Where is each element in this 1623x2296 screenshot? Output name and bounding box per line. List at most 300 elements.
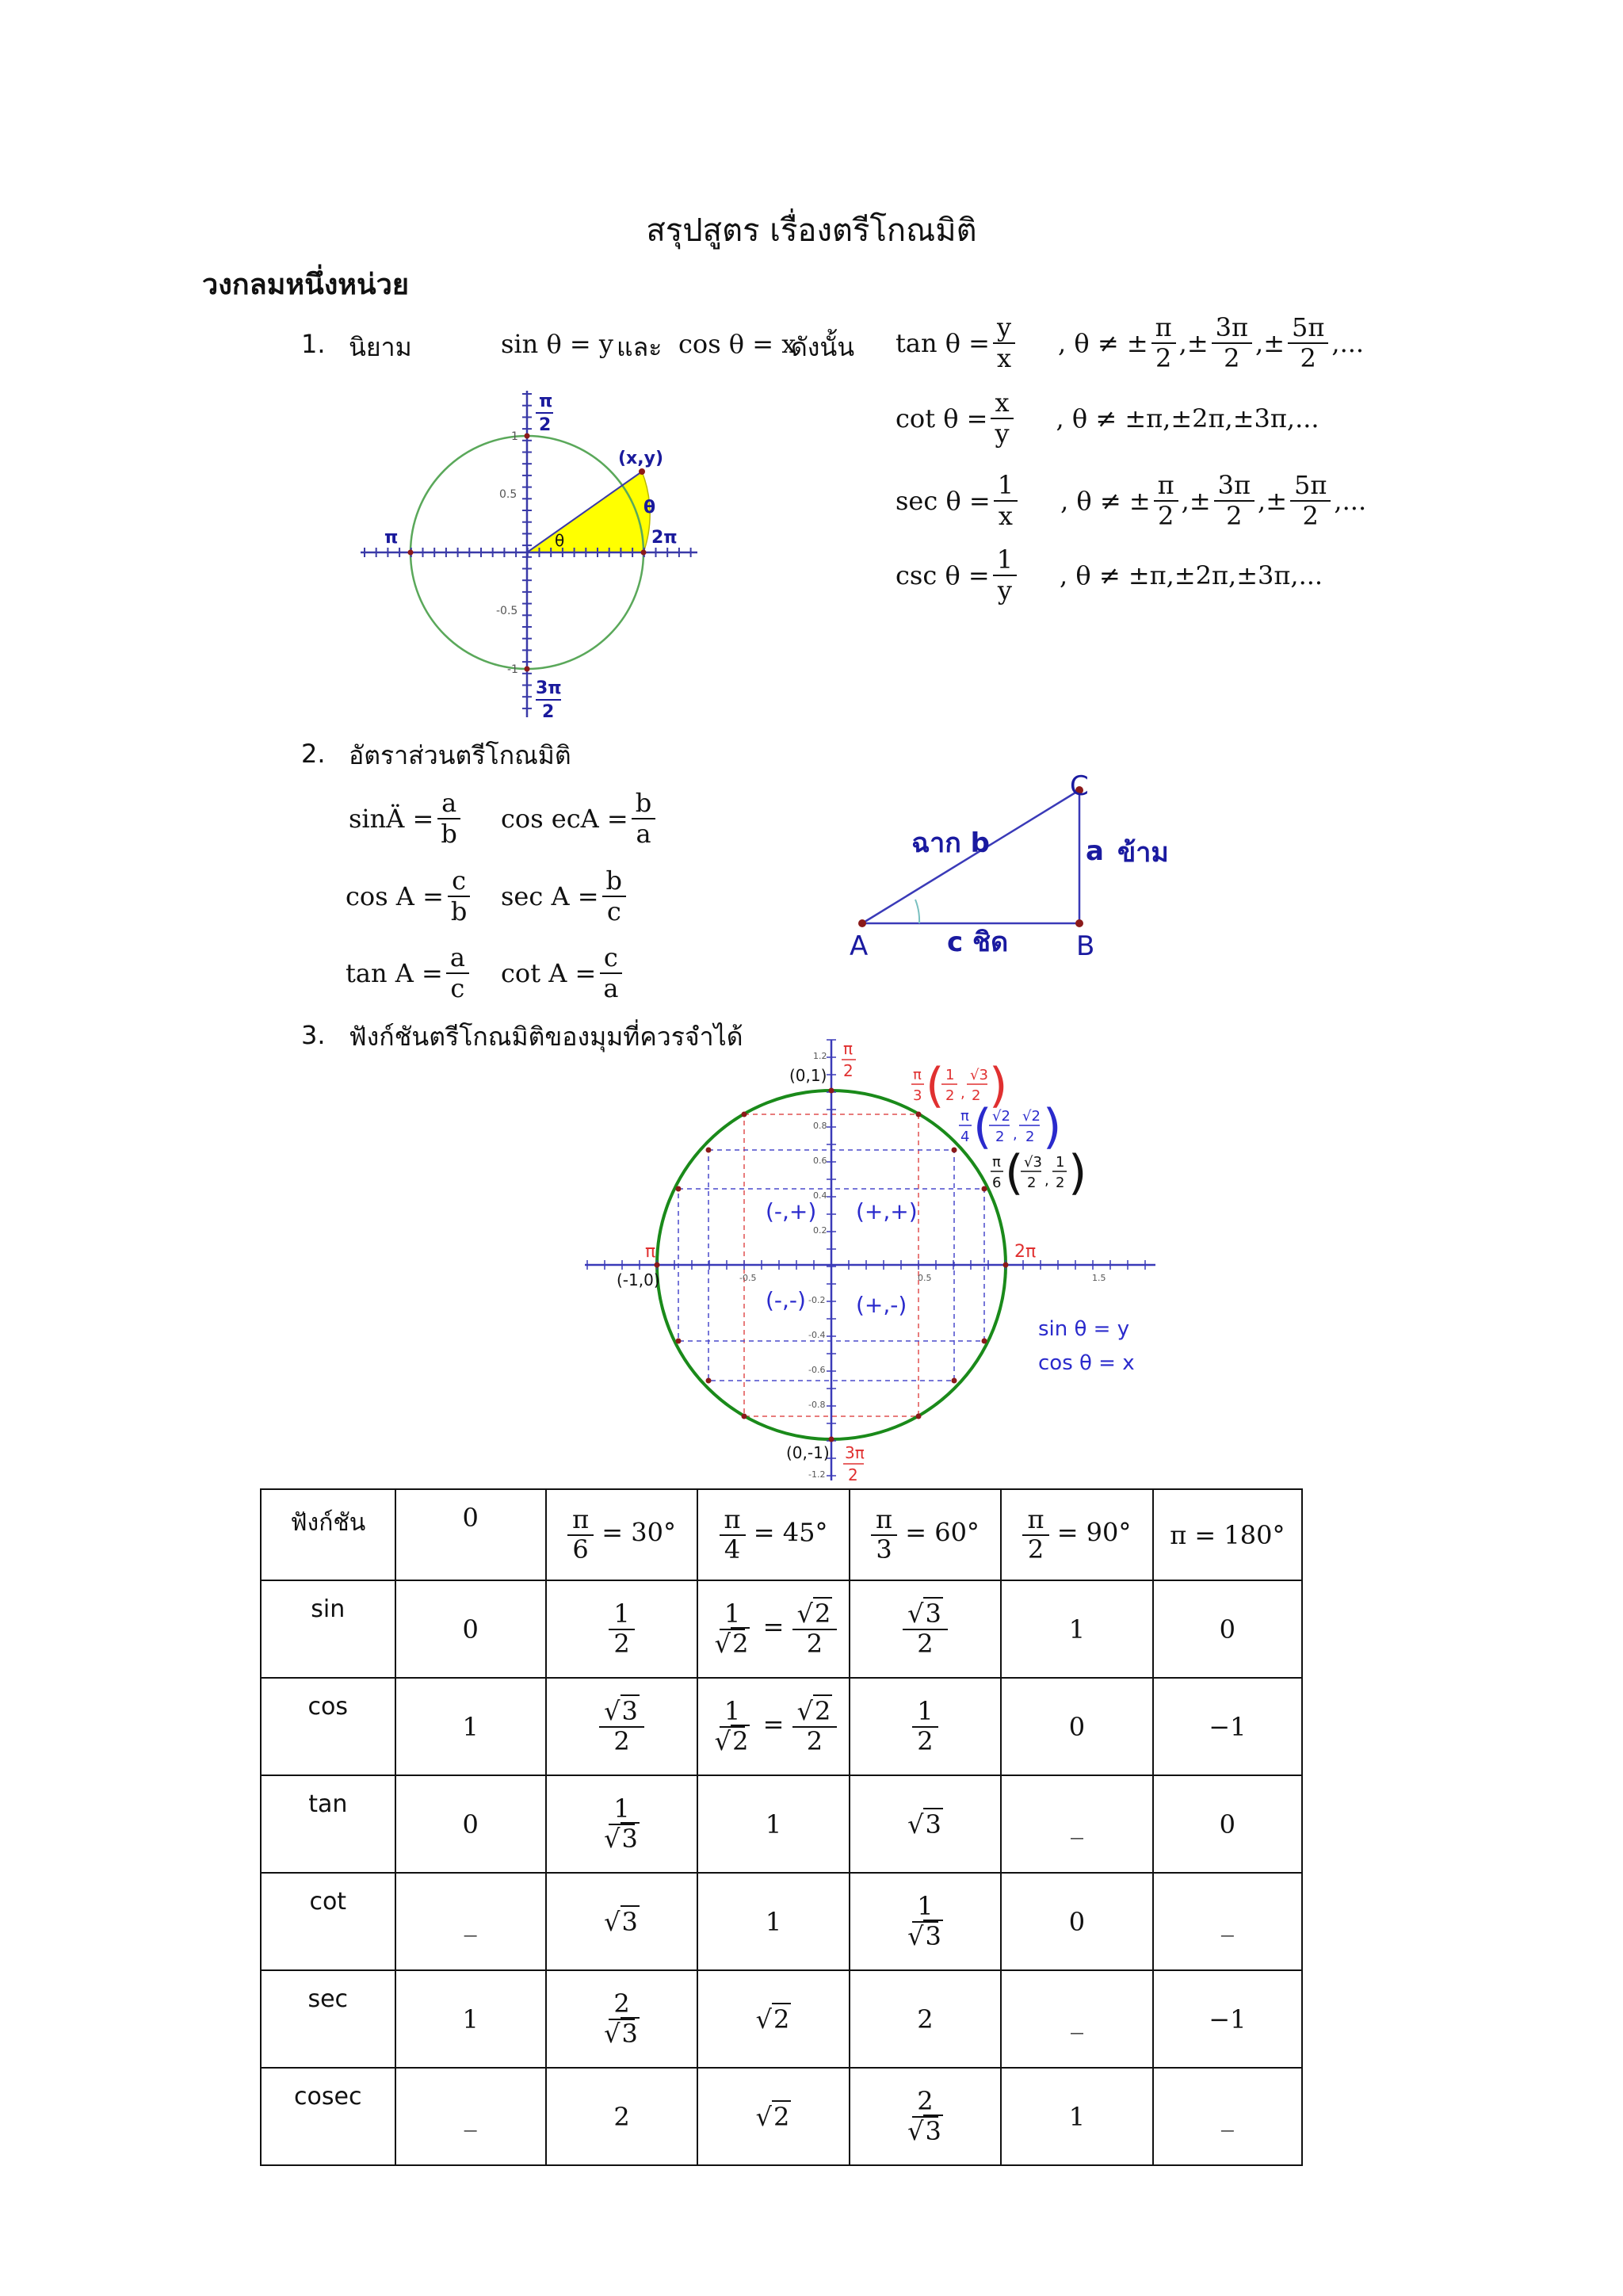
svg-text:(: (	[926, 1058, 945, 1114]
identity-condition	[1060, 560, 1323, 590]
fraction	[446, 943, 469, 1003]
value-text: 1	[765, 1809, 782, 1839]
cell-value	[462, 1712, 478, 1742]
quadrant-4: (+,-)	[856, 1292, 907, 1318]
numerator: c	[448, 866, 470, 897]
equals: =	[754, 1710, 792, 1740]
sqrt-expr	[604, 1822, 640, 1854]
denominator: x	[996, 342, 1012, 373]
svg-text:√3: √3	[970, 1067, 988, 1083]
cell-value	[912, 1696, 938, 1756]
value-text: −1	[1209, 1711, 1247, 1742]
fraction	[437, 789, 460, 849]
numerator: π	[1022, 1506, 1048, 1535]
vertex-b: B	[1076, 930, 1095, 962]
svg-text:4: 4	[960, 1129, 970, 1145]
value-text: 2	[613, 1725, 630, 1756]
denominator: y	[997, 575, 1012, 606]
denominator: y	[995, 418, 1010, 449]
header-angle	[1001, 1489, 1152, 1580]
identity-condition	[1056, 403, 1319, 434]
cell-value	[604, 1905, 640, 1937]
row-function-name: cot	[261, 1873, 395, 1970]
fraction	[871, 1506, 897, 1563]
y-tick-label: 0.8	[813, 1121, 827, 1131]
cell-value	[1069, 2102, 1085, 2132]
header-angle	[697, 1489, 849, 1580]
svg-text:0.5: 0.5	[499, 488, 517, 501]
sqrt-expr	[907, 1808, 943, 1839]
fraction	[994, 471, 1018, 531]
denominator	[609, 1630, 634, 1658]
table-cell	[1153, 1775, 1302, 1873]
fraction	[792, 1600, 838, 1657]
numerator	[903, 1600, 948, 1629]
svg-text:√2: √2	[1022, 1108, 1041, 1125]
table-cell	[395, 1873, 546, 1970]
definition-cos: cos θ = x	[678, 329, 796, 359]
fraction	[1214, 471, 1254, 531]
radical-sign: √	[604, 2018, 621, 2049]
numerator	[609, 1600, 634, 1629]
fraction	[599, 943, 622, 1003]
cell-value	[1069, 1907, 1085, 1937]
value-text: 1	[765, 1906, 782, 1937]
numerator: π	[871, 1506, 897, 1535]
radicand: 3	[925, 1809, 941, 1839]
svg-text:2: 2	[843, 1061, 854, 1080]
svg-text:(: (	[973, 1099, 992, 1155]
radicand: 2	[773, 2101, 790, 2132]
table-cell	[850, 1775, 1001, 1873]
svg-text:(: (	[1005, 1145, 1024, 1201]
fraction	[903, 2088, 948, 2145]
table-cell	[546, 1678, 697, 1775]
svg-text:-0.5: -0.5	[496, 605, 518, 617]
value-text: 2	[613, 2101, 630, 2132]
table-cell	[1001, 1678, 1152, 1775]
ratio-lhs: cos A =	[346, 881, 444, 911]
fraction	[993, 313, 1015, 373]
svg-text:1: 1	[1056, 1154, 1065, 1171]
sqrt-expr	[604, 2017, 640, 2049]
fraction	[903, 1893, 948, 1950]
denominator: x	[998, 500, 1013, 531]
radicand: 3	[621, 1823, 638, 1854]
ratio-lhs: tan A =	[346, 957, 443, 988]
denominator: 2	[1226, 500, 1243, 531]
theta-label: θ	[643, 498, 656, 518]
radicand: 3	[621, 1696, 638, 1727]
svg-text:-1: -1	[507, 663, 518, 676]
value-text: 2	[917, 2086, 934, 2117]
fraction	[1022, 1506, 1048, 1563]
numerator	[609, 1795, 634, 1824]
cell-value	[1069, 1614, 1085, 1645]
y-tick-label: -0.8	[808, 1400, 826, 1410]
table-cell	[395, 1678, 546, 1775]
table-cell	[1001, 1873, 1152, 1970]
denominator	[912, 1725, 938, 1756]
denominator	[802, 1725, 827, 1756]
hyp-label: ฉาก b	[911, 827, 991, 859]
numerator: y	[993, 313, 1015, 344]
ratio-row	[501, 866, 629, 926]
radical-sign: √	[907, 1599, 924, 1629]
sqrt-expr	[756, 2003, 792, 2034]
item-label-special-angles: ฟังก์ชันตรีโกณมิติของมุมที่ควรจำได้	[349, 1022, 743, 1052]
fraction	[599, 1698, 644, 1755]
identity-row	[896, 471, 1366, 531]
ratio-row	[501, 943, 625, 1003]
fraction	[792, 1698, 838, 1755]
denominator: 2	[1300, 342, 1316, 373]
table-cell	[546, 1970, 697, 2068]
denominator: 2	[1224, 342, 1240, 373]
svg-text:2: 2	[539, 415, 552, 435]
numerator	[792, 1600, 838, 1629]
denominator	[609, 1725, 634, 1756]
cell-value	[1209, 1712, 1246, 1742]
fraction	[710, 1600, 755, 1657]
fraction	[993, 545, 1017, 606]
value-text: _	[1220, 1906, 1234, 1937]
numerator	[912, 2088, 938, 2117]
cell-value	[756, 2003, 792, 2034]
identity-lhs: tan θ =	[896, 327, 990, 358]
table-cell	[1153, 1873, 1302, 1970]
condition-text: , θ ≠ ±π,±2π,±3π,...	[1060, 560, 1323, 590]
pi-label: π	[645, 1242, 656, 1262]
table-cell	[1001, 2068, 1152, 2165]
numerator: 1	[993, 545, 1017, 576]
value-text: 2	[806, 1725, 823, 1756]
radicand: 3	[925, 2115, 941, 2146]
numerator: a	[437, 789, 460, 819]
cell-value	[599, 1696, 644, 1756]
value-text: 1	[917, 1891, 934, 1922]
denominator: b	[450, 896, 468, 926]
cell-value	[903, 1891, 948, 1951]
value-text: 0	[462, 1614, 479, 1645]
table-row	[261, 1678, 1302, 1775]
two-pi-label: 2π	[1014, 1242, 1037, 1262]
value-text: 2	[917, 1628, 934, 1659]
unit-circle-figure	[349, 384, 705, 725]
numerator: π	[567, 1506, 594, 1535]
fraction	[1212, 313, 1252, 373]
item-number-1: 1.	[301, 329, 326, 359]
svg-text:,: ,	[960, 1085, 965, 1102]
radical-sign: √	[755, 2004, 773, 2034]
fraction	[903, 1600, 948, 1657]
svg-text:2: 2	[995, 1129, 1005, 1145]
numerator	[720, 1600, 745, 1629]
svg-text:,: ,	[1044, 1172, 1049, 1189]
ratio-row	[501, 789, 659, 849]
identity-lhs: csc θ =	[896, 560, 990, 590]
numerator: b	[632, 789, 655, 819]
sqrt-expr	[907, 2115, 943, 2146]
pi3-annotation	[911, 1058, 1007, 1114]
table-cell	[697, 1775, 849, 1873]
cell-value	[1220, 1614, 1235, 1645]
ratio-lhs: cos ecA =	[501, 803, 628, 834]
cell-value	[710, 1696, 755, 1756]
value-text: 1	[462, 2004, 479, 2034]
cell-value	[917, 2004, 933, 2034]
identity-lhs: cot θ =	[896, 403, 988, 434]
fraction	[991, 388, 1013, 449]
value-text: 2	[917, 2004, 934, 2034]
identity-row	[896, 313, 1364, 373]
condition-suffix: ,...	[1331, 327, 1365, 358]
row-function-name: tan	[261, 1775, 395, 1873]
denominator	[912, 1630, 938, 1658]
quadrant-3: (-,-)	[766, 1287, 806, 1313]
vertex-a: A	[850, 930, 869, 962]
value-text: 1	[724, 1599, 741, 1629]
sqrt-expr	[907, 1920, 943, 1951]
denominator: 2	[1027, 1534, 1044, 1564]
table-cell	[1001, 1970, 1152, 2068]
numerator	[792, 1698, 838, 1727]
cell-value	[464, 2102, 477, 2132]
radical-sign: √	[604, 1906, 621, 1937]
denominator	[710, 1725, 755, 1756]
therefore-word: ดังนั้น	[791, 332, 855, 362]
adj-label: c ชิด	[947, 926, 1009, 958]
x-tick-label: -0.5	[739, 1273, 757, 1283]
radical-sign: √	[714, 1725, 731, 1756]
cell-value	[766, 1809, 781, 1839]
table-cell	[546, 2068, 697, 2165]
definition-sin: sin θ = y	[501, 329, 613, 359]
svg-text:1: 1	[511, 430, 518, 443]
svg-text:2: 2	[1025, 1129, 1035, 1145]
trig-values-table	[260, 1488, 1303, 2166]
degree-text: = 45°	[745, 1518, 828, 1548]
cell-value	[710, 1599, 755, 1659]
fraction	[599, 1795, 644, 1852]
degree-text: = 90°	[1048, 1518, 1132, 1548]
value-text: 1	[917, 1696, 934, 1727]
condition-prefix: , θ ≠ ±	[1060, 485, 1151, 516]
cell-value	[1069, 1712, 1085, 1742]
value-text: −1	[1209, 2004, 1247, 2034]
item-label-definition: นิยาม	[349, 332, 412, 362]
denominator: a	[636, 818, 651, 849]
cell-value	[1221, 1907, 1234, 1937]
radicand: 3	[621, 1906, 638, 1937]
numerator: c	[600, 943, 622, 974]
svg-text:3: 3	[913, 1087, 922, 1104]
svg-text:2: 2	[945, 1087, 955, 1104]
numerator: π	[1154, 471, 1178, 502]
denominator: 2	[1155, 342, 1172, 373]
numerator	[720, 1698, 745, 1727]
table-row	[261, 1970, 1302, 2068]
numerator	[609, 1990, 634, 2019]
table-cell	[1153, 1580, 1302, 1678]
value-text: 2	[613, 1988, 630, 2019]
cell-value	[599, 1794, 644, 1854]
table-cell	[395, 2068, 546, 2165]
y-tick-label: 1.2	[813, 1051, 827, 1061]
numerator: b	[602, 866, 626, 897]
numerator: a	[446, 943, 469, 974]
cell-value	[1071, 1809, 1083, 1839]
value-text: _	[1220, 2101, 1234, 2132]
opp-label: ข้าม	[1117, 837, 1169, 869]
cell-value	[792, 1696, 838, 1756]
table-cell	[546, 1873, 697, 1970]
table-header-row	[261, 1489, 1302, 1580]
numerator: x	[991, 388, 1013, 419]
top-label-pi: π	[539, 392, 553, 411]
radical-sign: √	[755, 2101, 773, 2132]
vertex-c: C	[1070, 773, 1089, 802]
identity-condition	[1060, 471, 1366, 531]
table-cell	[546, 1580, 697, 1678]
value-text: 1	[613, 1599, 630, 1629]
x-tick-label: 1.5	[1092, 1273, 1106, 1283]
denominator	[802, 1630, 827, 1658]
denominator: c	[606, 896, 621, 926]
value-text: 1	[1068, 2101, 1086, 2132]
radical-sign: √	[796, 1696, 813, 1727]
numerator: 5π	[1288, 313, 1328, 344]
condition-prefix: , θ ≠ ±	[1058, 327, 1148, 358]
three-pi-half-label: 3π	[845, 1443, 865, 1462]
numerator	[599, 1698, 644, 1727]
numerator	[912, 1698, 938, 1727]
svg-text:,: ,	[1013, 1126, 1018, 1143]
fraction	[912, 1698, 938, 1755]
table-row	[261, 1580, 1302, 1678]
fraction	[599, 1990, 644, 2047]
y-tick-label: 0.4	[813, 1190, 827, 1201]
cell-value	[462, 1809, 478, 1839]
denominator	[903, 2115, 948, 2146]
value-text: 0	[1219, 1614, 1236, 1645]
ratio-lhs: cot A =	[501, 957, 597, 988]
value-text: 0	[1068, 1711, 1086, 1742]
table-cell	[697, 1873, 849, 1970]
y-tick-label: -0.4	[808, 1330, 826, 1340]
left-point: (-1,0)	[617, 1270, 660, 1289]
table-cell	[1153, 1970, 1302, 2068]
table-cell	[850, 1580, 1001, 1678]
radicand: 3	[925, 1920, 941, 1951]
svg-text:6: 6	[992, 1175, 1002, 1191]
svg-text:√3: √3	[1024, 1154, 1042, 1171]
left-label-pi: π	[384, 528, 399, 548]
value-text: 1	[613, 1794, 630, 1824]
sqrt-expr	[797, 1597, 833, 1629]
value-text: _	[1070, 2004, 1083, 2034]
condition-sep: ,±	[1258, 485, 1288, 516]
condition-text: , θ ≠ ±π,±2π,±3π,...	[1056, 403, 1319, 434]
table-cell	[395, 1775, 546, 1873]
numerator: π	[720, 1506, 746, 1535]
radicand: 2	[732, 1628, 749, 1659]
header-angle	[546, 1489, 697, 1580]
denominator: 4	[724, 1534, 741, 1564]
table-cell	[697, 1678, 849, 1775]
top-point: (0,1)	[789, 1066, 827, 1085]
table-cell	[1153, 2068, 1302, 2165]
cell-value	[1220, 1809, 1235, 1839]
page-title: สรุปสูตร เรื่องตรีโกณมิติ	[646, 212, 977, 249]
header-zero: 0	[395, 1489, 546, 1580]
svg-text:): )	[1043, 1099, 1062, 1155]
cell-value	[907, 1808, 943, 1839]
ratio-lhs: sinÄ =	[349, 803, 434, 834]
value-text: _	[464, 2101, 477, 2132]
identity-row	[896, 545, 1323, 606]
value-text: 2	[917, 1725, 934, 1756]
value-text: _	[464, 1906, 477, 1937]
radical-sign: √	[907, 2115, 924, 2146]
x-tick-label: 0.5	[918, 1273, 932, 1283]
value-text: 1	[724, 1696, 741, 1727]
cell-value	[766, 1907, 781, 1937]
table-cell	[697, 2068, 849, 2165]
fraction	[609, 1600, 634, 1657]
table-cell	[395, 1580, 546, 1678]
table-cell	[1001, 1580, 1152, 1678]
value-text: 2	[806, 1628, 823, 1659]
svg-text:): )	[1068, 1145, 1087, 1201]
table-cell	[1001, 1775, 1152, 1873]
opp-letter: a	[1086, 835, 1104, 867]
fraction	[632, 789, 655, 849]
denominator: 2	[1157, 500, 1174, 531]
svg-text:2: 2	[542, 702, 555, 722]
radical-sign: √	[604, 1823, 621, 1854]
denominator	[903, 1920, 948, 1951]
cell-value	[462, 1614, 478, 1645]
svg-text:π: π	[960, 1108, 969, 1125]
row-function-name: sin	[261, 1580, 395, 1678]
denominator: 3	[876, 1534, 892, 1564]
numerator: 1	[994, 471, 1018, 502]
denominator	[599, 1825, 644, 1853]
y-tick-label: 0.2	[813, 1225, 827, 1236]
table-row	[261, 1775, 1302, 1873]
cell-value	[1221, 2102, 1234, 2132]
fraction	[720, 1506, 746, 1563]
table-cell	[850, 1678, 1001, 1775]
table-cell	[697, 1970, 849, 2068]
item-number-2: 2.	[301, 739, 326, 769]
row-function-name: cos	[261, 1678, 395, 1775]
header-last: π = 180°	[1153, 1489, 1302, 1580]
value-text: 1	[462, 1711, 479, 1742]
ratio-lhs: sec A =	[501, 881, 599, 911]
table-row	[261, 1873, 1302, 1970]
svg-text:π: π	[992, 1154, 1001, 1171]
numerator	[912, 1893, 938, 1922]
right-triangle-figure	[840, 773, 1220, 971]
quadrant-1: (+,+)	[856, 1198, 918, 1224]
pi6-annotation	[991, 1145, 1086, 1201]
condition-sep: ,±	[1181, 485, 1211, 516]
table-row	[261, 2068, 1302, 2165]
equals: =	[754, 1612, 792, 1642]
numerator: π	[1151, 313, 1176, 344]
